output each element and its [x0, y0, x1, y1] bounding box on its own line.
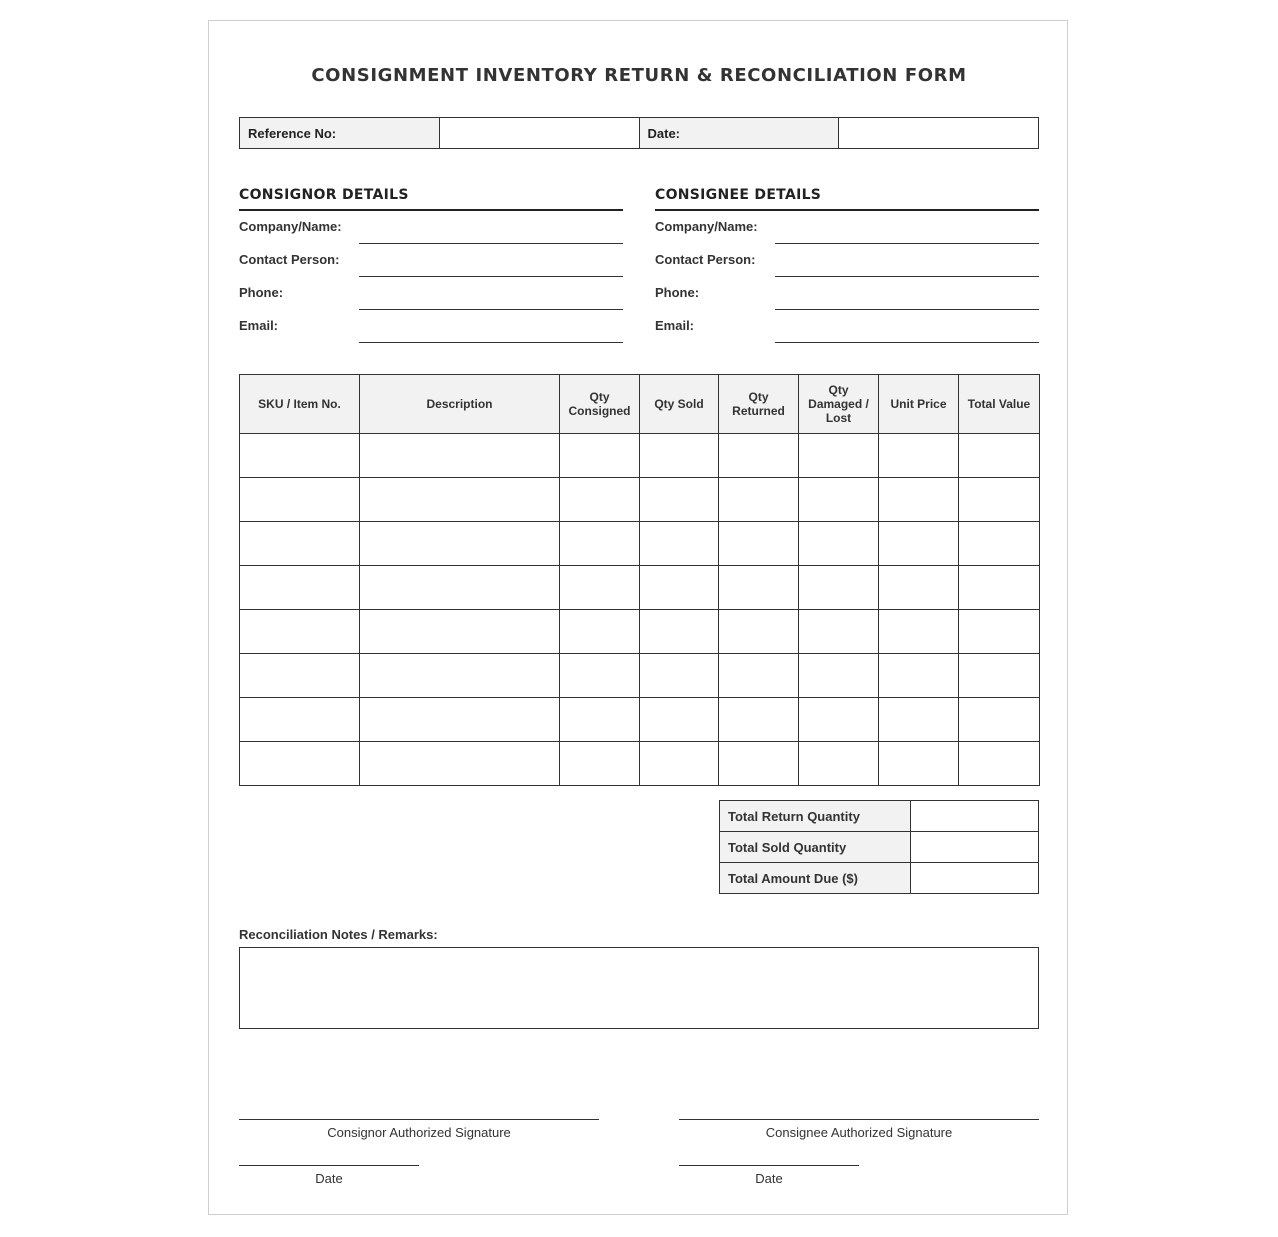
- table-cell-input[interactable]: [560, 610, 640, 654]
- consignee-email-input[interactable]: [775, 341, 1039, 343]
- field-label: Company/Name:: [655, 219, 758, 234]
- items-body: [240, 434, 1040, 786]
- column-header-qty-sold: Qty Sold: [640, 375, 719, 434]
- table-cell-input[interactable]: [640, 698, 719, 742]
- consignor-signature-label: Consignor Authorized Signature: [327, 1125, 511, 1140]
- table-cell-input[interactable]: [799, 478, 879, 522]
- form-title: CONSIGNMENT INVENTORY RETURN & RECONCILIATION FORM: [311, 65, 967, 86]
- date-input[interactable]: [839, 118, 1039, 149]
- table-cell-input[interactable]: [799, 434, 879, 478]
- table-cell-input[interactable]: [560, 434, 640, 478]
- table-row: [240, 478, 1040, 522]
- table-row: [240, 566, 1040, 610]
- table-cell-input[interactable]: [879, 478, 959, 522]
- table-cell-input[interactable]: [959, 566, 1040, 610]
- consignor-date-block: [239, 1165, 419, 1186]
- table-cell-input[interactable]: [360, 610, 560, 654]
- table-row: [240, 654, 1040, 698]
- field-label: Phone:: [239, 285, 284, 300]
- table-cell-input[interactable]: [879, 654, 959, 698]
- consignee-email-field: [655, 310, 1039, 343]
- table-cell-input[interactable]: [240, 742, 360, 786]
- consignor-signature-block: [239, 1119, 599, 1140]
- consignee-date-line[interactable]: [679, 1165, 859, 1166]
- items-table: [239, 374, 1040, 786]
- table-cell-input[interactable]: [360, 434, 560, 478]
- total-due-input[interactable]: [911, 863, 1039, 894]
- consignee-signature-block: [679, 1119, 1039, 1140]
- table-cell-input[interactable]: [719, 654, 799, 698]
- column-header-unit-price: Unit Price: [879, 375, 959, 434]
- table-cell-input[interactable]: [240, 434, 360, 478]
- table-cell-input[interactable]: [240, 610, 360, 654]
- table-row: [240, 698, 1040, 742]
- reference-input[interactable]: [439, 118, 639, 149]
- field-label: Email:: [655, 318, 695, 333]
- table-cell-input[interactable]: [640, 742, 719, 786]
- table-cell-input[interactable]: [240, 698, 360, 742]
- consignor-heading: CONSIGNOR DETAILS: [239, 187, 623, 211]
- notes-textarea[interactable]: [239, 947, 1039, 1029]
- table-cell-input[interactable]: [799, 698, 879, 742]
- table-cell-input[interactable]: [959, 610, 1040, 654]
- column-header-description: Description: [360, 375, 560, 434]
- consignee-contact-field: [655, 244, 1039, 277]
- table-cell-input[interactable]: [959, 654, 1040, 698]
- total-return-label: Total Return Quantity: [720, 801, 911, 832]
- table-cell-input[interactable]: [719, 742, 799, 786]
- table-cell-input[interactable]: [959, 478, 1040, 522]
- form-page: [208, 20, 1068, 1215]
- table-cell-input[interactable]: [640, 478, 719, 522]
- table-cell-input[interactable]: [719, 566, 799, 610]
- table-cell-input[interactable]: [560, 522, 640, 566]
- table-cell-input[interactable]: [240, 654, 360, 698]
- table-cell-input[interactable]: [360, 566, 560, 610]
- consignee-section: [655, 187, 1039, 343]
- table-cell-input[interactable]: [560, 478, 640, 522]
- reference-table: [239, 117, 1039, 149]
- consignor-date-label: Date: [315, 1171, 343, 1186]
- consignee-signature-label: Consignee Authorized Signature: [765, 1125, 953, 1140]
- consignee-heading: CONSIGNEE DETAILS: [655, 187, 1039, 211]
- table-row: [240, 742, 1040, 786]
- table-cell-input[interactable]: [959, 434, 1040, 478]
- table-cell-input[interactable]: [360, 698, 560, 742]
- totals-table: [719, 800, 1039, 894]
- column-header-qty-damaged: Qty Damaged / Lost: [799, 375, 879, 434]
- consignee-date-label: Date: [755, 1171, 783, 1186]
- items-header-row: [240, 375, 1040, 434]
- table-cell-input[interactable]: [719, 434, 799, 478]
- consignor-email-input[interactable]: [359, 341, 623, 343]
- table-cell-input[interactable]: [799, 742, 879, 786]
- table-cell-input[interactable]: [799, 654, 879, 698]
- table-cell-input[interactable]: [360, 742, 560, 786]
- table-cell-input[interactable]: [640, 566, 719, 610]
- table-cell-input[interactable]: [560, 566, 640, 610]
- total-sold-input[interactable]: [911, 832, 1039, 863]
- table-cell-input[interactable]: [879, 698, 959, 742]
- table-cell-input[interactable]: [959, 742, 1040, 786]
- table-cell-input[interactable]: [240, 566, 360, 610]
- table-cell-input[interactable]: [879, 742, 959, 786]
- table-cell-input[interactable]: [879, 434, 959, 478]
- table-cell-input[interactable]: [640, 654, 719, 698]
- table-cell-input[interactable]: [959, 522, 1040, 566]
- table-cell-input[interactable]: [560, 698, 640, 742]
- consignee-phone-field: [655, 277, 1039, 310]
- column-header-qty-returned: Qty Returned: [719, 375, 799, 434]
- reference-label: Reference No:: [240, 118, 440, 149]
- table-row: [240, 434, 1040, 478]
- table-row: [240, 522, 1040, 566]
- total-due-label: Total Amount Due ($): [720, 863, 911, 894]
- column-header-total-value: Total Value: [959, 375, 1040, 434]
- total-sold-label: Total Sold Quantity: [720, 832, 911, 863]
- table-cell-input[interactable]: [640, 522, 719, 566]
- field-label: Email:: [239, 318, 279, 333]
- consignee-company-field: [655, 211, 1039, 244]
- consignor-section: [239, 187, 623, 343]
- table-cell-input[interactable]: [879, 566, 959, 610]
- consignor-phone-field: [239, 277, 623, 310]
- table-cell-input[interactable]: [879, 522, 959, 566]
- table-cell-input[interactable]: [560, 654, 640, 698]
- table-cell-input[interactable]: [719, 610, 799, 654]
- table-cell-input[interactable]: [640, 610, 719, 654]
- consignee-date-block: [679, 1165, 859, 1186]
- table-cell-input[interactable]: [719, 698, 799, 742]
- field-label: Company/Name:: [239, 219, 342, 234]
- table-cell-input[interactable]: [240, 522, 360, 566]
- table-cell-input[interactable]: [560, 742, 640, 786]
- table-cell-input[interactable]: [959, 698, 1040, 742]
- table-cell-input[interactable]: [360, 522, 560, 566]
- table-cell-input[interactable]: [360, 654, 560, 698]
- field-label: Contact Person:: [239, 252, 340, 267]
- consignor-signature-line[interactable]: [239, 1119, 599, 1120]
- consignor-contact-field: [239, 244, 623, 277]
- table-cell-input[interactable]: [640, 434, 719, 478]
- notes-label: Reconciliation Notes / Remarks:: [239, 927, 438, 942]
- table-cell-input[interactable]: [240, 478, 360, 522]
- column-header-sku: SKU / Item No.: [240, 375, 360, 434]
- consignor-email-field: [239, 310, 623, 343]
- consignor-date-line[interactable]: [239, 1165, 419, 1166]
- table-row: [240, 610, 1040, 654]
- column-header-qty-consigned: Qty Consigned: [560, 375, 640, 434]
- field-label: Contact Person:: [655, 252, 756, 267]
- table-cell-input[interactable]: [719, 478, 799, 522]
- table-cell-input[interactable]: [799, 566, 879, 610]
- date-label: Date:: [639, 118, 839, 149]
- table-cell-input[interactable]: [879, 610, 959, 654]
- consignor-company-field: [239, 211, 623, 244]
- table-cell-input[interactable]: [360, 478, 560, 522]
- consignee-signature-line[interactable]: [679, 1119, 1039, 1120]
- table-cell-input[interactable]: [799, 522, 879, 566]
- table-cell-input[interactable]: [799, 610, 879, 654]
- field-label: Phone:: [655, 285, 700, 300]
- table-cell-input[interactable]: [719, 522, 799, 566]
- total-return-input[interactable]: [911, 801, 1039, 832]
